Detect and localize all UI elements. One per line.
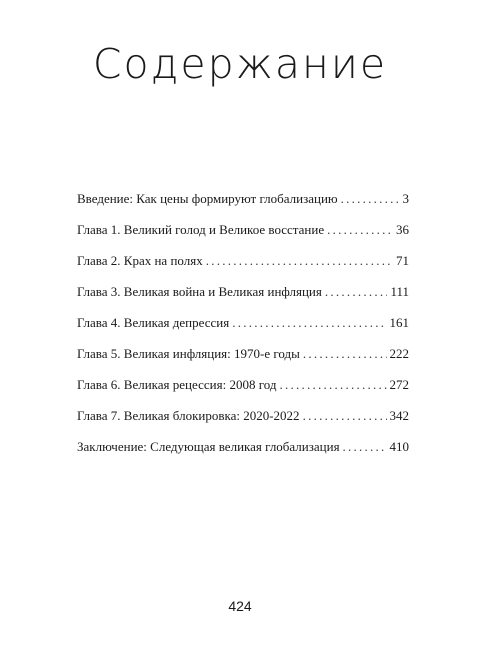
toc-entry-title: Глава 3. Великая война и Великая инфляция xyxy=(77,284,322,299)
dot-leader xyxy=(303,408,387,424)
toc-entry-page: 410 xyxy=(389,439,409,454)
toc-entry-title: Глава 6. Великая рецессия: 2008 год xyxy=(77,377,277,392)
toc-entry-page: 342 xyxy=(389,408,409,423)
toc-entry-page: 71 xyxy=(396,253,409,268)
toc-entry-title: Глава 5. Великая инфляция: 1970-е годы xyxy=(77,346,300,361)
toc-entry-page: 3 xyxy=(402,191,409,206)
dot-leader xyxy=(325,284,388,300)
dot-leader xyxy=(343,439,387,455)
toc-entry-page: 36 xyxy=(396,222,409,237)
dot-leader xyxy=(341,191,400,207)
toc-entry-chapter-4 xyxy=(77,315,409,346)
toc-entry-chapter-6 xyxy=(77,377,409,408)
toc-entry-page: 111 xyxy=(390,284,409,299)
page-number: 424 xyxy=(228,598,252,614)
dot-leader xyxy=(279,377,386,393)
toc-entry-title: Глава 4. Великая депрессия xyxy=(77,315,230,330)
toc-entry-chapter-5 xyxy=(77,346,409,377)
dot-leader xyxy=(232,315,386,331)
toc-entry-page: 161 xyxy=(389,315,409,330)
dot-leader xyxy=(303,346,387,362)
toc-entry-title: Глава 2. Крах на полях xyxy=(77,253,203,268)
toc-entry-page: 272 xyxy=(389,377,409,392)
dot-leader xyxy=(206,253,393,269)
toc-entry-chapter-1 xyxy=(77,222,409,253)
toc-entry-conclusion xyxy=(77,439,409,470)
table-of-contents xyxy=(77,191,409,470)
toc-entry-title: Заключение: Следующая великая глобализация xyxy=(77,439,340,454)
toc-entry-title: Введение: Как цены формируют глобализацию xyxy=(77,191,338,206)
toc-entry-chapter-7 xyxy=(77,408,409,439)
dot-leader xyxy=(327,222,393,238)
toc-entry-introduction xyxy=(77,191,409,222)
toc-entry-title: Глава 7. Великая блокировка: 2020-2022 xyxy=(77,408,300,423)
toc-entry-title: Глава 1. Великий голод и Великое восстание xyxy=(77,222,325,237)
page-title: Содержание xyxy=(92,40,388,88)
toc-entry-chapter-2 xyxy=(77,253,409,284)
toc-entry-page: 222 xyxy=(389,346,409,361)
toc-entry-chapter-3 xyxy=(77,284,409,315)
